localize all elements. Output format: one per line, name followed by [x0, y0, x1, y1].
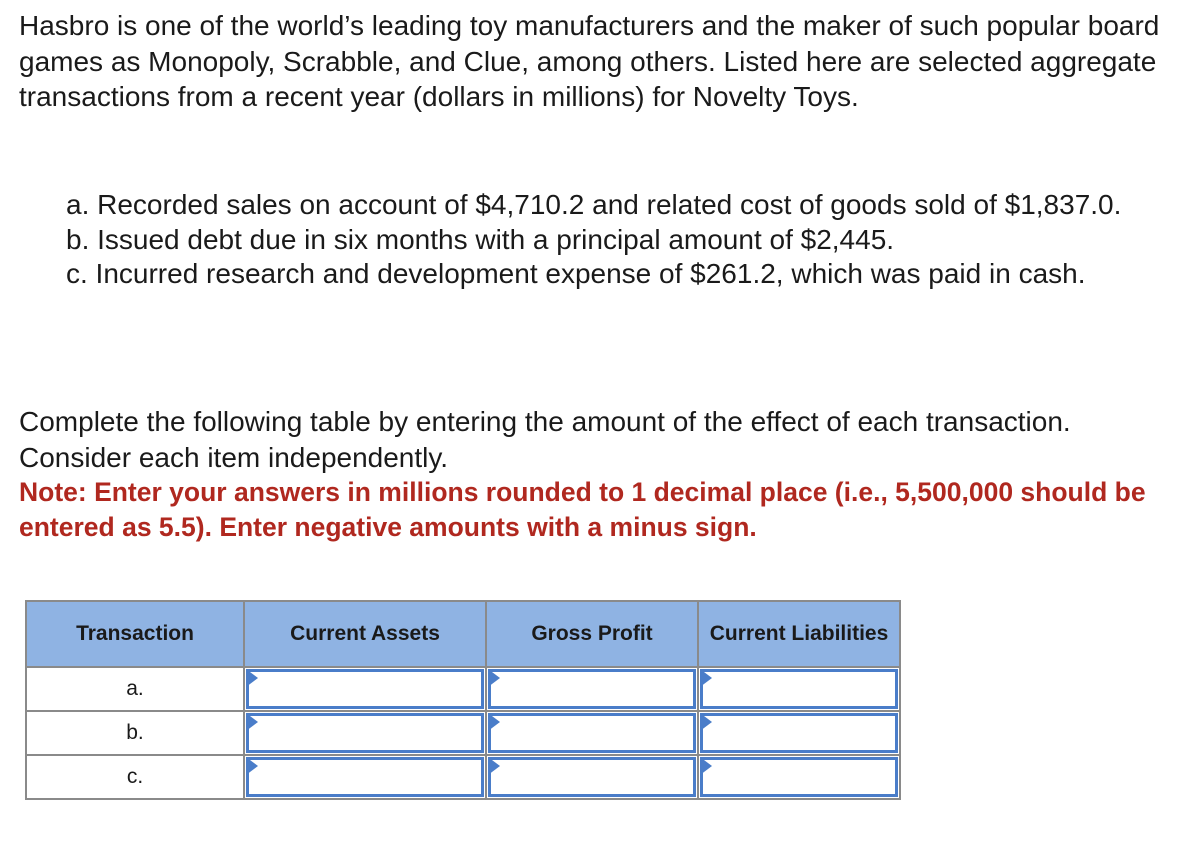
input-marker-icon	[700, 713, 712, 731]
input-marker-icon	[700, 669, 712, 687]
instructions: Complete the following table by entering the amount of the effect of each transaction. Consider each item independently.	[19, 406, 1071, 473]
problem-intro: Hasbro is one of the world’s leading toy manufacturers and the maker of such popular board games as Monopoly, Scrabble, and Clue, among others. Listed here are selected aggregate transactions from a recent year (dollars in millions) for Novelty Toys.	[19, 10, 1160, 112]
cell-a-current-assets	[244, 667, 486, 711]
input-frame	[246, 713, 484, 753]
input-frame	[700, 669, 898, 709]
input-frame	[246, 757, 484, 797]
answer-format-note: Note: Enter your answers in millions rounded to 1 decimal place (i.e., 5,500,000 should be entered as 5.5). Enter negative amounts with a minus sign.	[19, 477, 1146, 542]
input-marker-icon	[246, 669, 258, 687]
transaction-item-b: b. Issued debt due in six months with a principal amount of $2,445.	[66, 223, 895, 255]
input-frame	[700, 757, 898, 797]
input-marker-icon	[246, 713, 258, 731]
input-frame	[700, 713, 898, 753]
input-marker-icon	[488, 757, 500, 775]
header-transaction: Transaction	[26, 601, 244, 667]
input-frame	[488, 757, 696, 797]
cell-a-current-liabilities	[698, 667, 900, 711]
input-marker-icon	[488, 669, 500, 687]
input-marker-icon	[488, 713, 500, 731]
cell-c-current-assets	[244, 755, 486, 799]
input-a-current-assets[interactable]	[249, 672, 481, 706]
cell-c-current-liabilities	[698, 755, 900, 799]
input-c-current-liabilities[interactable]	[703, 760, 895, 794]
input-b-current-assets[interactable]	[249, 716, 481, 750]
table-row	[26, 711, 900, 755]
transaction-item-a: a. Recorded sales on account of $4,710.2 and related cost of goods sold of $1,837.0.	[66, 189, 1122, 220]
input-c-gross-profit[interactable]	[491, 760, 693, 794]
transaction-item-c: c. Incurred research and development expense of $261.2, which was paid in cash.	[66, 258, 1086, 289]
input-a-current-liabilities[interactable]	[703, 672, 895, 706]
input-c-current-assets[interactable]	[249, 760, 481, 794]
table-header-row	[26, 601, 900, 667]
cell-a-gross-profit	[486, 667, 698, 711]
input-a-gross-profit[interactable]	[491, 672, 693, 706]
input-marker-icon	[246, 757, 258, 775]
row-label-c: c.	[26, 755, 244, 799]
header-gross-profit: Gross Profit	[486, 601, 698, 667]
effects-table	[25, 600, 901, 800]
input-marker-icon	[700, 757, 712, 775]
row-label-a: a.	[26, 667, 244, 711]
cell-c-gross-profit	[486, 755, 698, 799]
input-frame	[246, 669, 484, 709]
input-frame	[488, 669, 696, 709]
cell-b-current-assets	[244, 711, 486, 755]
header-current-liabilities: Current Liabilities	[698, 601, 900, 667]
transaction-list	[66, 188, 1166, 292]
header-current-assets: Current Assets	[244, 601, 486, 667]
cell-b-gross-profit	[486, 711, 698, 755]
input-b-current-liabilities[interactable]	[703, 716, 895, 750]
table-row	[26, 755, 900, 799]
table-row	[26, 667, 900, 711]
input-b-gross-profit[interactable]	[491, 716, 693, 750]
input-frame	[488, 713, 696, 753]
row-label-b: b.	[26, 711, 244, 755]
cell-b-current-liabilities	[698, 711, 900, 755]
